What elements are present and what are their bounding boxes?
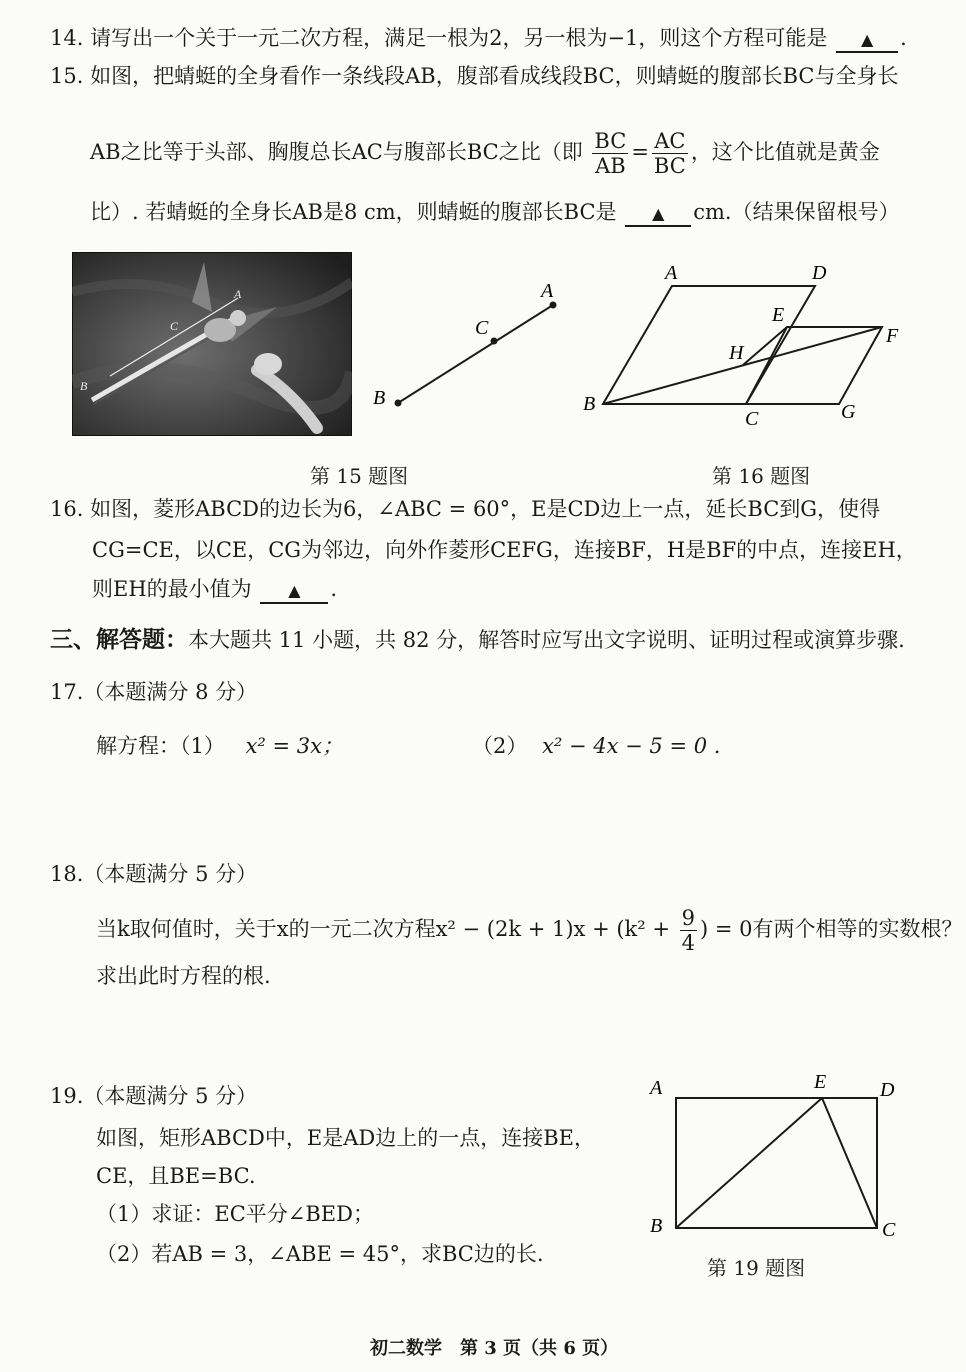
label-d: D	[880, 1079, 895, 1101]
q18-text-a: 当k取何值时，关于x的一元二次方程x² − (2k + 1)x + (k² +	[96, 917, 670, 941]
q14-number: 14.	[50, 26, 84, 50]
q19-line2: CE，且BE=BC.	[96, 1164, 256, 1188]
q17-equations	[96, 732, 343, 760]
segment-bf	[603, 327, 882, 404]
rectangle-diagram	[640, 1066, 910, 1246]
photo-label-b: B	[80, 379, 88, 393]
label-b: B	[373, 387, 386, 409]
equals-sign: =	[631, 140, 649, 164]
q15-text-2b: ，这个比值就是黄金	[690, 140, 880, 164]
figure-16-caption: 第 16 题图	[712, 464, 811, 488]
q16-line2	[92, 536, 917, 564]
triangle-icon: ▲	[860, 30, 874, 49]
triangle-icon: ▲	[288, 581, 301, 600]
page-footer: 初二数学 第 3 页（共 6 页）	[370, 1338, 619, 1359]
label-c: C	[745, 408, 759, 430]
segment-ce	[822, 1098, 877, 1228]
q16-number: 16.	[50, 497, 84, 521]
q14-end: .	[900, 26, 907, 50]
label-g: G	[841, 401, 856, 423]
label-h: H	[729, 342, 744, 364]
label-b: B	[650, 1215, 663, 1237]
q17-part1-label: （1）	[180, 734, 225, 758]
triangle-icon: ▲	[652, 204, 665, 223]
q19-line4: （2）若AB = 3，∠ABE = 45°，求BC边的长.	[96, 1242, 544, 1266]
point-c	[491, 338, 498, 345]
q14-answer-blank	[836, 27, 898, 53]
point-b	[395, 400, 402, 407]
q16-line1	[50, 495, 880, 523]
q17-header: 17.（本题满分 8 分）	[50, 680, 258, 704]
q19-line1: 如图，矩形ABCD中，E是AD边上的一点，连接BE，	[96, 1126, 595, 1150]
q15-number: 15.	[50, 64, 84, 88]
photo-label-a: A	[234, 287, 242, 301]
frac-denominator: AB	[595, 154, 626, 178]
q18-header: 18.（本题满分 5 分）	[50, 862, 258, 886]
q18-line2: 求出此时方程的根.	[96, 964, 271, 988]
section-3-heading	[50, 626, 905, 654]
label-a: A	[541, 280, 554, 302]
q15-line2	[90, 128, 880, 178]
q17-part2-label: （2）	[472, 734, 528, 758]
rectangle-abcd	[676, 1098, 877, 1228]
q16-text-1: 如图，菱形ABCD的边长为6，∠ABC = 60°，E是CD边上一点，延长BC到G，使得	[90, 497, 881, 521]
q17-label: 解方程：	[96, 734, 180, 758]
q17-equation-2: x² − 4x − 5 = 0 .	[542, 734, 721, 758]
label-a: A	[665, 262, 678, 284]
point-a	[550, 302, 557, 309]
q18-fraction-9-4	[680, 906, 697, 955]
q16-end: .	[330, 577, 338, 601]
q15-line3	[90, 198, 900, 227]
label-d: D	[812, 262, 827, 284]
q14	[50, 24, 907, 53]
q14-text: 请写出一个关于一元二次方程，满足一根为2，另一根为−1，则这个方程可能是	[90, 26, 828, 50]
segment-ab-diagram	[365, 270, 575, 420]
q16-line3	[92, 575, 337, 604]
label-b: B	[583, 393, 596, 415]
label-a: A	[650, 1077, 663, 1099]
q15-text-3b: cm.（结果保留根号）	[693, 200, 900, 224]
q15-fraction-bc-ab	[592, 129, 628, 178]
q18-text-b: ) = 0有两个相等的实数根？	[700, 917, 963, 941]
frac-denominator: 4	[681, 931, 696, 955]
label-c: C	[475, 317, 489, 339]
frac-numerator: AC	[652, 129, 688, 154]
figure-15-caption: 第 15 题图	[310, 464, 409, 488]
label-f: F	[886, 325, 899, 347]
q16-text-2: CG=CE，以CE，CG为邻边，向外作菱形CEFG，连接BF，H是BF的中点，连接EH，	[92, 538, 917, 562]
q19-line3: （1）求证：EC平分∠BED；	[96, 1202, 374, 1226]
q18-line1	[96, 904, 963, 955]
frac-numerator: BC	[594, 129, 627, 153]
q16-text-3: 则EH的最小值为	[92, 577, 252, 601]
label-e: E	[772, 304, 785, 326]
frac-numerator: 9	[681, 906, 696, 930]
q15-answer-blank	[625, 201, 691, 227]
section-3-description: 本大题共 11 小题，共 82 分，解答时应写出文字说明、证明过程或演算步骤.	[188, 628, 905, 652]
frac-denominator: BC	[653, 154, 686, 178]
q15-text-2a: AB之比等于头部、胸腹总长AC与腹部长BC之比（即	[90, 140, 583, 164]
photo-label-c: C	[170, 319, 179, 333]
q17-equation-2-line	[472, 732, 720, 760]
dragonfly-photo	[72, 252, 352, 436]
q17-equation-1: x² = 3x；	[245, 734, 343, 758]
label-e: E	[814, 1071, 827, 1093]
q15-text-1: 如图，把蜻蜓的全身看作一条线段AB，腹部看成线段BC，则蜻蜓的腹部长BC与全身长	[90, 64, 899, 88]
q15-text-3a: 比）. 若蜻蜓的全身长AB是8 cm，则蜻蜓的腹部长BC是	[90, 200, 617, 224]
figure-19-caption: 第 19 题图	[707, 1256, 806, 1280]
label-c: C	[882, 1219, 896, 1241]
q15-line1	[50, 62, 898, 90]
section-3-title: 三、解答题：	[50, 626, 188, 653]
q16-answer-blank	[260, 578, 328, 604]
rhombus-cefg	[746, 327, 882, 404]
rhombus-diagram	[575, 255, 920, 430]
segment-be	[676, 1098, 822, 1228]
q19-header: 19.（本题满分 5 分）	[50, 1084, 258, 1108]
q15-fraction-ac-bc	[652, 129, 688, 178]
